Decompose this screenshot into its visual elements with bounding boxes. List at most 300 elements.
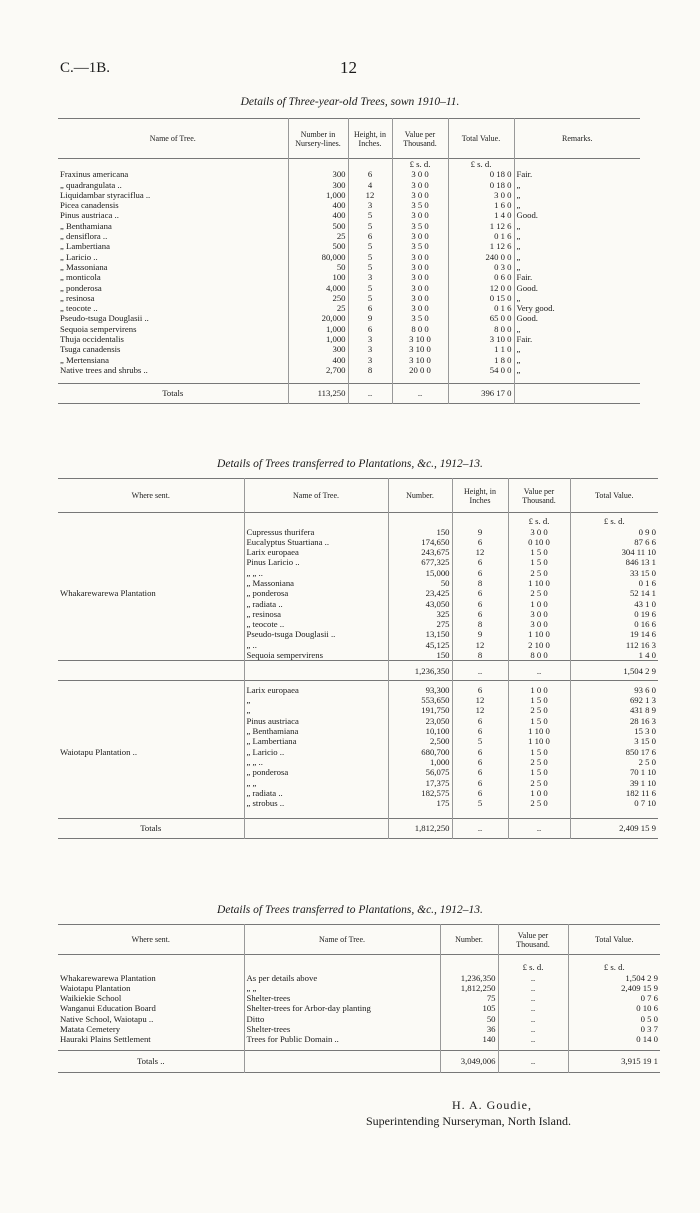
t1-value: 3 5 0 [392,313,448,323]
table-row [58,557,658,567]
t1-total: 54 0 0 [448,365,514,375]
t2-where-cell [58,640,244,650]
t1-number: 20,000 [288,313,348,323]
t1-tree-name: Tsuga canadensis [60,344,121,355]
t2-where-cell [58,726,244,736]
t1-number: 80,000 [288,252,348,262]
t2-height: 6 [452,778,508,788]
t1-remarks: Good. [514,283,640,293]
t1-value: 8 0 0 [392,324,448,334]
t2-total: 0 19 6 [570,609,658,619]
t2-tree-name: „ ponderosa [244,767,388,777]
t1-tree-name: „ quadrangulata .. [60,179,122,190]
t2-height: 6 [452,588,508,598]
t1-value: 3 0 0 [392,303,448,313]
t1-value: 3 0 0 [392,252,448,262]
t1-total: 0 18 0 [448,169,514,179]
t2-where-cell [58,778,244,788]
table2 [58,478,658,839]
t1-remarks: „ [514,190,640,200]
t2-total: 70 1 10 [570,767,658,777]
t2-total: 692 1 3 [570,695,658,705]
t2-tree-name: „ „ [244,778,388,788]
t2-height: 6 [452,568,508,578]
t1-number: 300 [288,169,348,179]
t2-value: 3 0 0 [508,609,570,619]
page-number: 12 [340,58,357,77]
t2-total: 850 17 6 [570,747,658,757]
signature-name: H. A. Goudie, [452,1098,532,1112]
t1-tree-name: Fraxinus americana [60,169,129,180]
table-row [58,283,640,293]
t1-number: 1,000 [288,190,348,200]
t1-height: 6 [348,169,392,179]
t1-tree-name: Pseudo-tsuga Douglasii .. [60,313,149,324]
t1-value: 3 0 0 [392,210,448,220]
table-row [58,983,660,993]
t2-number: 50 [388,578,452,588]
t2-where-cell [58,650,244,661]
t1-units-total: £ s. d. [448,159,514,170]
table-row [58,241,640,251]
t1-remarks: „ [514,293,640,303]
t2-value: 2 5 0 [508,757,570,767]
t2-value: 1 5 0 [508,747,570,757]
t2-where-cell [58,568,244,578]
t3-number: 1,812,250 [440,983,498,993]
t3-tree-name: Shelter-trees for Arbor-day planting [244,1003,440,1013]
t2-height: 9 [452,629,508,639]
t2-height: 9 [452,527,508,537]
t2-where-cell [58,716,244,726]
t1-height: 9 [348,313,392,323]
t1-value: 3 0 0 [392,283,448,293]
t1-remarks: Good. [514,313,640,323]
t2-height: 8 [452,650,508,661]
t1-col-remarks: Remarks. [514,119,640,159]
t2-value: 8 0 0 [508,650,570,661]
t2-number: 17,375 [388,778,452,788]
t2-subtotal-number: 1,236,350 [388,661,452,681]
t1-height: 6 [348,303,392,313]
t2-number: 150 [388,527,452,537]
t2-total: 182 11 6 [570,788,658,798]
t3-total: 0 10 6 [568,1003,660,1013]
t1-total: 1 6 0 [448,200,514,210]
table-row [58,1024,660,1034]
t3-value: .. [498,1034,568,1044]
t2-number: 275 [388,619,452,629]
t2-number: 191,750 [388,705,452,715]
table-row [58,778,658,788]
t1-remarks: „ [514,200,640,210]
t1-tree-name: „ ponderosa [60,282,102,293]
t1-total: 1 12 6 [448,241,514,251]
t2-total: 87 6 6 [570,537,658,547]
t2-number: 182,575 [388,788,452,798]
t2-total: 19 14 6 [570,629,658,639]
t3-total: 0 5 0 [568,1014,660,1024]
t2-tree-name: „ resinosa [244,609,388,619]
t2-total: 0 1 6 [570,578,658,588]
table-row [58,578,658,588]
t3-col-where: Where sent. [131,935,170,944]
t1-remarks: „ [514,241,640,251]
t2-number: 175 [388,798,452,808]
t3-number: 50 [440,1014,498,1024]
t1-remarks: Fair. [514,334,640,344]
t1-tree-name: „ densiflora .. [60,231,108,242]
t2-tree-name: „ [244,705,388,715]
t1-totals-number: 113,250 [288,383,348,403]
t1-remarks: Fair. [514,272,640,282]
t2-total: 431 8 9 [570,705,658,715]
t2-total: 93 6 0 [570,685,658,695]
t3-value: .. [498,993,568,1003]
t2-subtotal-total: 1,504 2 9 [570,661,658,681]
t2-value: 1 10 0 [508,578,570,588]
table-row [58,303,640,313]
t2-value: 1 0 0 [508,599,570,609]
t2-tree-name: Cupressus thurifera [244,527,388,537]
t2-total: 28 16 3 [570,716,658,726]
t3-where-sent: Whakarewarewa Plantation [60,972,156,983]
t2-value: 2 5 0 [508,798,570,808]
t3-number: 36 [440,1024,498,1034]
t2-where-sent: Waiotapu Plantation .. [60,746,137,757]
table-row [58,355,640,365]
t2-tree-name: „ [244,695,388,705]
t1-value: 3 10 0 [392,344,448,354]
table1-body [58,159,640,384]
t2-height: 5 [452,736,508,746]
t3-tree-name: Trees for Public Domain .. [244,1034,440,1044]
t1-number: 25 [288,231,348,241]
t2-value: 3 0 0 [508,527,570,537]
t3-number: 105 [440,1003,498,1013]
table1-caption: Details of Three-year-old Trees, sown 1910–11. [240,96,460,108]
t2-number: 325 [388,609,452,619]
t2-where-cell [58,537,244,547]
t1-col-name: Name of Tree. [149,134,196,143]
t1-value: 3 0 0 [392,272,448,282]
table1 [58,118,640,404]
table-row [58,293,640,303]
t2-number: 1,000 [388,757,452,767]
t1-height: 5 [348,221,392,231]
t2-total: 43 1 0 [570,599,658,609]
t2-col-number: Number. [388,479,452,513]
t1-total: 1 8 0 [448,355,514,365]
t2-value: 1 10 0 [508,629,570,639]
t2-where-cell [58,527,244,537]
t1-total: 3 0 0 [448,190,514,200]
t2-value: 2 5 0 [508,778,570,788]
table-row [58,599,658,609]
t2-col-where: Where sent. [131,491,170,500]
t2-number: 174,650 [388,537,452,547]
t1-remarks: Fair. [514,169,640,179]
t3-col-number: Number. [440,925,498,955]
t2-where-cell [58,599,244,609]
t1-total: 1 1 0 [448,344,514,354]
t2-col-total: Total Value. [570,479,658,513]
table2-caption: Details of Trees transferred to Plantations, &c., 1912–13. [217,458,483,470]
t2-where-cell [58,557,244,567]
table-row [58,588,658,598]
t1-height: 3 [348,200,392,210]
t2-tree-name: „ Lambertiana [244,736,388,746]
t3-total: 1,504 2 9 [568,973,660,983]
t1-value: 3 0 0 [392,231,448,241]
t2-tree-name: Pinus Laricio .. [244,557,388,567]
t2-number: 553,650 [388,695,452,705]
t1-value: 20 0 0 [392,365,448,375]
t2-number: 15,000 [388,568,452,578]
table-row [58,200,640,210]
t2-height: 6 [452,609,508,619]
t3-total: 2,409 15 9 [568,983,660,993]
table-row [58,629,658,639]
t3-tree-name: Ditto [244,1014,440,1024]
table-row [58,210,640,220]
t1-height: 6 [348,231,392,241]
t3-where-sent: Waiotapu Plantation [60,982,131,993]
t2-units-total: £ s. d. [570,513,658,527]
t1-remarks: „ [514,231,640,241]
t2-total: 2 5 0 [570,757,658,767]
t1-tree-name: Native trees and shrubs .. [60,364,148,375]
t2-number: 93,300 [388,685,452,695]
t3-units-value: £ s. d. [498,955,568,973]
t1-height: 5 [348,252,392,262]
t1-height: 3 [348,355,392,365]
t1-tree-name: Liquidambar styraciflua .. [60,189,151,200]
t1-total: 0 3 0 [448,262,514,272]
t3-tree-name: As per details above [244,973,440,983]
t1-height: 8 [348,365,392,375]
table-row [58,334,640,344]
t1-tree-name: „ Laricio .. [60,251,98,262]
table-row [58,180,640,190]
t2-tree-name: Pseudo-tsuga Douglasii .. [244,629,388,639]
t1-totals-value: .. [392,383,448,403]
t1-number: 100 [288,272,348,282]
t2-value: 1 5 0 [508,547,570,557]
table-row [58,650,658,661]
t1-tree-name: Thuja occidentalis [60,334,124,345]
t3-value: .. [498,1014,568,1024]
t2-height: 8 [452,578,508,588]
t2-total: 15 3 0 [570,726,658,736]
t1-total: 0 6 0 [448,272,514,282]
t2-number: 680,700 [388,747,452,757]
t2-tree-name: „ .. [244,640,388,650]
t2-total: 52 14 1 [570,588,658,598]
table-row [58,547,658,557]
table2-body [58,513,658,819]
t2-height: 6 [452,557,508,567]
table-row [58,568,658,578]
table-row [58,221,640,231]
t2-where-cell [58,547,244,557]
t2-number: 13,150 [388,629,452,639]
t2-tree-name: Pinus austriaca [244,716,388,726]
t2-col-value: Value per Thousand. [508,479,570,513]
t2-tree-name: „ Benthamiana [244,726,388,736]
t2-totals-height: .. [452,818,508,838]
t3-number: 1,236,350 [440,973,498,983]
t2-tree-name: „ „ .. [244,568,388,578]
t1-number: 300 [288,344,348,354]
table-row [58,993,660,1003]
t1-height: 4 [348,180,392,190]
document-code: C.—1B. [60,60,111,76]
t1-total: 240 0 0 [448,252,514,262]
t1-value: 3 0 0 [392,180,448,190]
t1-remarks: „ [514,324,640,334]
table-row [58,344,640,354]
t2-where-cell [58,798,244,808]
t2-height: 12 [452,695,508,705]
t3-units-total: £ s. d. [568,955,660,973]
table-row [58,252,640,262]
table-row [58,190,640,200]
t3-where-sent: Waikiekie School [60,993,122,1004]
t1-height: 5 [348,283,392,293]
t1-col-total: Total Value. [448,119,514,159]
t3-value: .. [498,1003,568,1013]
t3-col-total: Total Value. [568,925,660,955]
t2-where-cell [58,705,244,715]
table-row [58,1034,660,1044]
t2-total: 39 1 10 [570,778,658,788]
t1-value: 3 10 0 [392,355,448,365]
t1-tree-name: „ teocote .. [60,303,98,314]
t2-value: 2 10 0 [508,640,570,650]
t2-value: 2 5 0 [508,568,570,578]
t2-totals-value: .. [508,818,570,838]
t2-height: 6 [452,788,508,798]
t2-where-cell [58,619,244,629]
t1-remarks: „ [514,365,640,375]
table-row [58,640,658,650]
t3-number: 75 [440,993,498,1003]
t3-totals-number: 3,049,006 [440,1051,498,1073]
t2-number: 677,325 [388,557,452,567]
t2-height: 6 [452,537,508,547]
t2-number: 56,075 [388,767,452,777]
t2-where-cell [58,629,244,639]
t3-tree-name: Shelter-trees [244,993,440,1003]
t2-number: 150 [388,650,452,661]
table-row [58,609,658,619]
t2-height: 6 [452,767,508,777]
t3-value: .. [498,1024,568,1034]
t2-total: 112 16 3 [570,640,658,650]
t2-tree-name: Larix europaea [244,547,388,557]
t1-number: 1,000 [288,324,348,334]
t2-where-cell [58,695,244,705]
t1-tree-name: „ Mertensiana [60,354,109,365]
table-row [58,262,640,272]
t3-number: 140 [440,1034,498,1044]
table-row [58,695,658,705]
t1-number: 400 [288,210,348,220]
t3-where-sent: Wanganui Education Board [60,1003,156,1014]
t2-value: 3 0 0 [508,619,570,629]
t1-height: 6 [348,324,392,334]
t1-number: 400 [288,200,348,210]
t2-tree-name: „ ponderosa [244,588,388,598]
t1-total: 0 1 6 [448,231,514,241]
t2-total: 0 16 6 [570,619,658,629]
t1-tree-name: „ Massoniana [60,261,108,272]
table-row [58,685,658,695]
t2-col-height: Height, in Inches [452,479,508,513]
table3-body [58,955,660,1051]
t1-total: 0 15 0 [448,293,514,303]
t3-where-sent: Matata Cemetery [60,1023,121,1034]
t1-col-height: Height, in Inches. [348,119,392,159]
t2-totals-total: 2,409 15 9 [570,818,658,838]
t2-height: 12 [452,705,508,715]
t2-value: 1 5 0 [508,557,570,567]
t1-total: 0 1 6 [448,303,514,313]
t3-total: 0 7 6 [568,993,660,1003]
t1-tree-name: „ Lambertiana [60,241,110,252]
t2-tree-name: „ Laricio .. [244,747,388,757]
t2-number: 43,050 [388,599,452,609]
table-row [58,788,658,798]
t3-value: .. [498,983,568,993]
table-row [58,747,658,757]
table-row [58,1003,660,1013]
table-row [58,313,640,323]
t1-number: 4,000 [288,283,348,293]
t2-total: 846 13 1 [570,557,658,567]
t2-subtotal-value: .. [508,661,570,681]
t2-total: 304 11 10 [570,547,658,557]
t2-number: 23,050 [388,716,452,726]
t2-height: 6 [452,599,508,609]
table-row [58,169,640,179]
t2-tree-name: Sequoia sempervirens [244,650,388,661]
t3-total: 0 3 7 [568,1024,660,1034]
t1-number: 500 [288,241,348,251]
t1-remarks: „ [514,344,640,354]
table-row [58,705,658,715]
t1-remarks: Very good. [514,303,640,313]
t2-col-name: Name of Tree. [244,479,388,513]
t1-col-number: Number in Nursery-lines. [288,119,348,159]
t3-totals-total: 3,915 19 1 [568,1051,660,1073]
t2-number: 45,125 [388,640,452,650]
signature-title: Superintending Nurseryman, North Island. [366,1114,571,1128]
t1-value: 3 5 0 [392,200,448,210]
t1-value: 3 0 0 [392,190,448,200]
t3-where-sent: Hauraki Plains Settlement [60,1034,151,1045]
t2-where-cell [58,767,244,777]
t1-totals-label: Totals [162,388,184,399]
t2-value: 1 5 0 [508,716,570,726]
table-row [58,365,640,375]
t2-tree-name: Eucalyptus Stuartiana .. [244,537,388,547]
table-row [58,527,658,537]
t2-totals-label: Totals [140,823,162,834]
t2-height: 12 [452,547,508,557]
t1-number: 500 [288,221,348,231]
